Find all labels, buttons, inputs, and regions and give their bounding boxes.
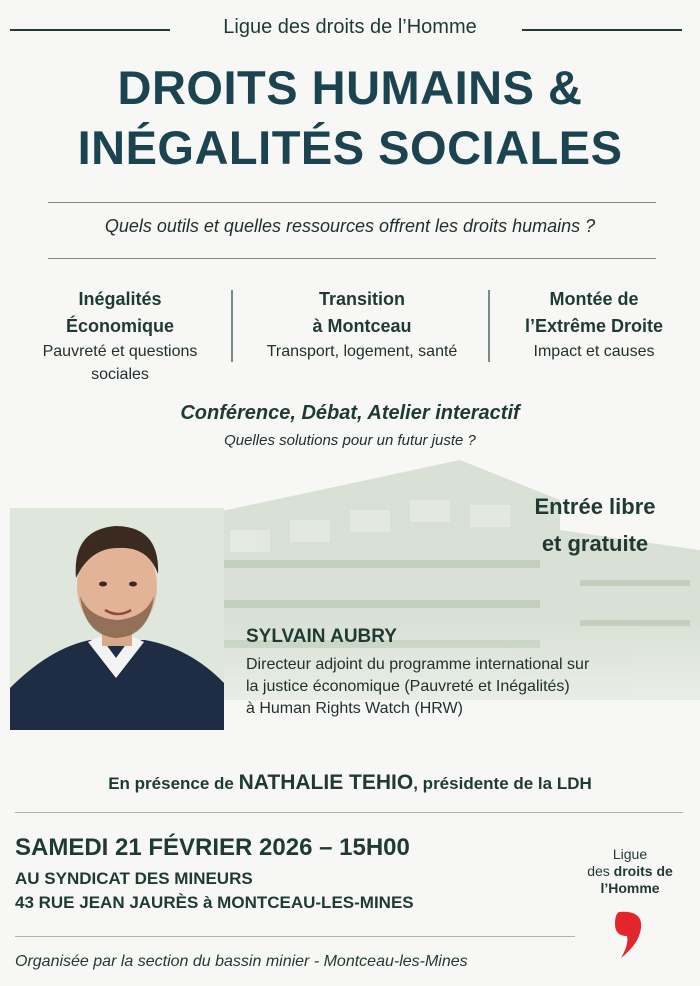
divider-schedule: [15, 812, 683, 813]
divider-top: [48, 202, 656, 203]
theme-title: Montée de: [549, 289, 639, 309]
theme-description: Impact et causes: [533, 343, 655, 360]
event-kind: Conférence, Débat, Atelier interactif: [180, 402, 520, 424]
ldh-logo: [575, 846, 685, 971]
logo-text: [575, 846, 685, 897]
entry-line-1: Entrée libre: [534, 494, 656, 519]
org-name: Ligue des droits de l’Homme: [223, 16, 477, 38]
theme-title: Inégalités: [78, 289, 162, 309]
speaker-name: SYLVAIN AUBRY: [246, 626, 397, 647]
theme-transition: [237, 286, 487, 363]
theme-description: Pauvreté et questions: [42, 343, 198, 360]
theme-economic: [15, 286, 225, 386]
entry-line-2: et gratuite: [541, 531, 649, 556]
theme-separator: [231, 290, 233, 362]
theme-title: Économique: [65, 316, 174, 336]
presence-suffix: , présidente de la LDH: [413, 774, 592, 793]
presence-prefix: En présence de: [108, 774, 234, 793]
org-header: [0, 10, 700, 50]
theme-description: Transport, logement, santé: [266, 343, 458, 360]
page-title: [0, 58, 700, 178]
themes-row: [0, 286, 700, 386]
logo-line: [575, 880, 685, 897]
guest-presence: [0, 771, 700, 795]
divider-bottom: [48, 258, 656, 259]
logo-line: [575, 863, 685, 880]
venue-line: AU SYNDICAT DES MINEURS: [15, 869, 253, 888]
logo-line-prefix: des: [587, 863, 614, 879]
speaker-photo: [10, 508, 224, 730]
ldh-logo-mark-icon: [613, 910, 645, 960]
theme-far-right: [494, 286, 694, 363]
divider-footer: [15, 936, 575, 937]
logo-line-bold: l’Homme: [600, 880, 660, 896]
speaker-role-line: à Human Rights Watch (HRW): [246, 700, 463, 717]
theme-title: à Montceau: [312, 316, 412, 336]
footer-organizer: Organisée par la section du bassin minier - Montceau-les-Mines: [15, 953, 468, 970]
speaker-role: [246, 654, 686, 720]
header-rule-right: [522, 29, 682, 31]
venue-line: 43 RUE JEAN JAURÈS à MONTCEAU-LES-MINES: [15, 893, 414, 912]
speaker-role-line: la justice économique (Pauvreté et Inégalités): [246, 678, 570, 695]
guest-name: NATHALIE TEHIO: [238, 771, 414, 794]
theme-title: l’Extrême Droite: [524, 316, 664, 336]
logo-line: Ligue: [612, 846, 648, 862]
title-line-1: DROITS HUMAINS &: [117, 61, 583, 114]
speaker-role-line: Directeur adjoint du programme international sur: [246, 656, 590, 673]
event-venue: [15, 867, 414, 915]
theme-separator: [488, 290, 490, 362]
theme-title: Transition: [318, 289, 405, 309]
title-line-2: INÉGALITÉS SOCIALES: [77, 121, 623, 174]
logo-line-bold: droits de: [613, 863, 673, 879]
theme-description: sociales: [91, 366, 149, 383]
free-entry-label: [500, 488, 690, 562]
subtitle: Quels outils et quelles ressources offrent les droits humains ?: [104, 216, 596, 236]
event-tagline: Quelles solutions pour un futur juste ?: [224, 432, 476, 449]
event-date: SAMEDI 21 FÉVRIER 2026 – 15H00: [15, 834, 410, 861]
